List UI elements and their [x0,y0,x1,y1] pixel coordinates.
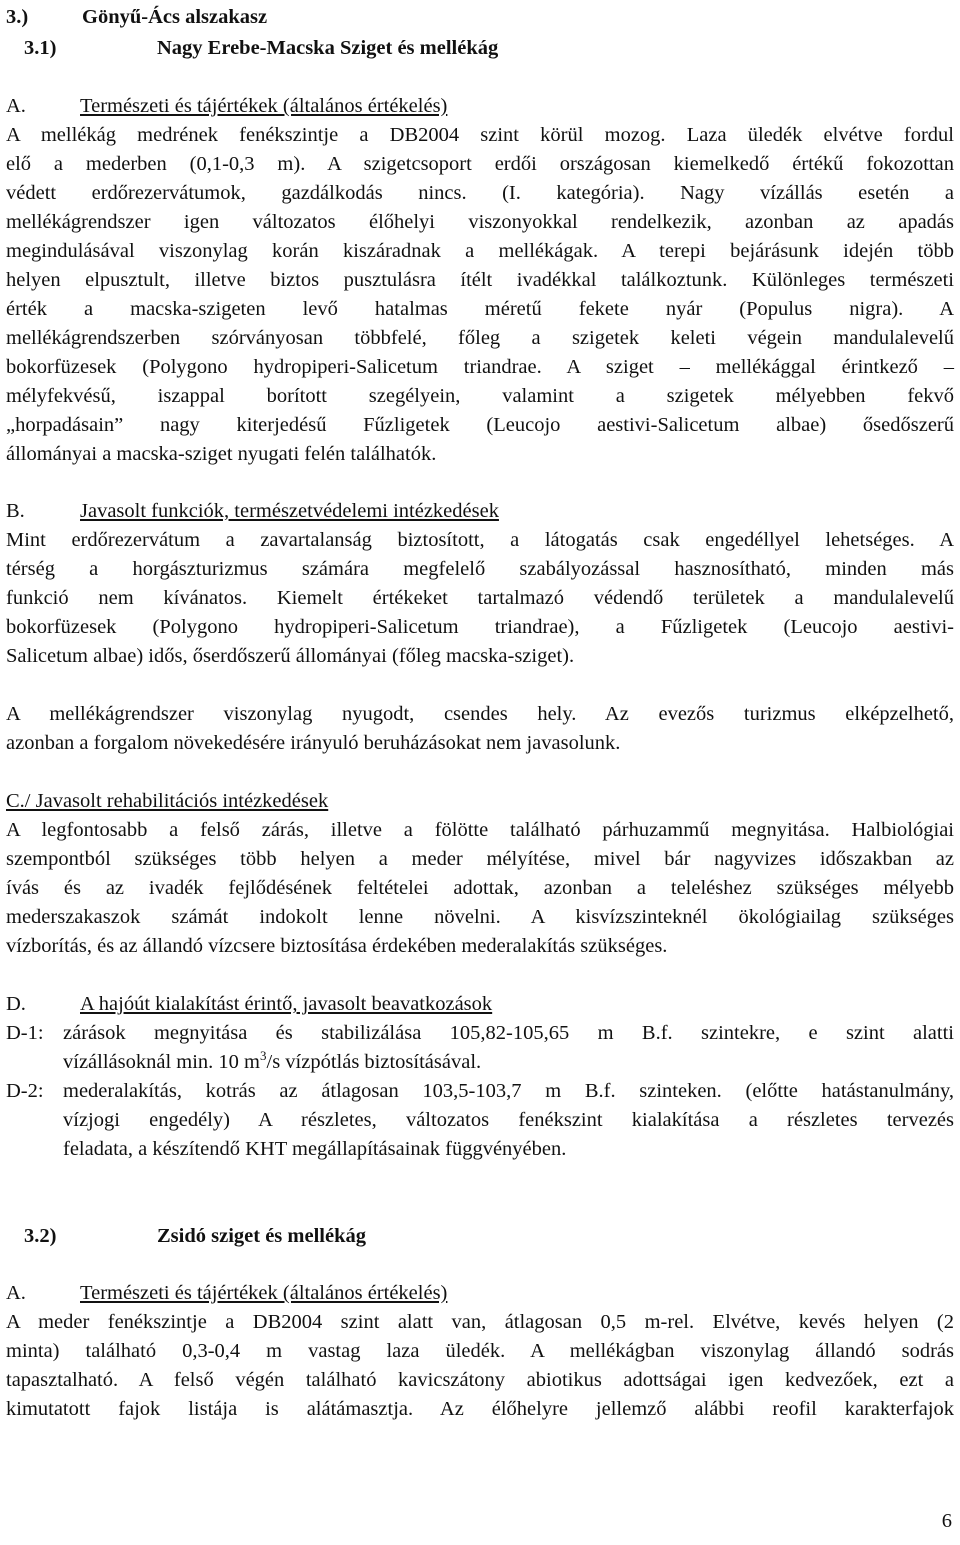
paragraph-line: funkció nem kívánatos. Kiemelt értékeket tartalmazó védendő területek a mandulalevelű [6,587,954,609]
paragraph-line: kimutatott fajok listája is alátámasztja. Az élőhelyre jellemző alábbi reofil karakterfajok [6,1398,954,1420]
paragraph-line: A legfontosabb a felső zárás, illetve a fölötte található párhuzammű megnyitása. Halbiológiai [6,819,954,841]
d2-line: vízjogi engedély) A részletes, változatos fenékszint kialakítása a részletes tervezés [63,1109,954,1131]
chapter-title: Gönyű-Ács alszakasz [82,6,268,28]
d1-line-text: /s vízpótlás biztosításával. [266,1051,482,1073]
paragraph-line: állományai a macska-sziget nyugati felén találhatók. [6,443,437,465]
d1-line [63,1048,954,1077]
d1-line: zárások megnyitása és stabilizálása 105,82-105,65 m B.f. szintekre, e szint alatti [63,1022,954,1044]
chapter-number: 3.) [6,6,29,28]
paragraph-line: bokorfüzesek (Polygono hydropiperi-Salicetum triandrae. A sziget – mellékággal érintkező – [6,356,954,378]
paragraph-line: azonban a forgalom növekedésére irányuló beruházásokat nem javasolunk. [6,732,621,754]
subsection-c-heading [6,787,954,816]
section-title: Nagy Erebe-Macska Sziget és mellékág [157,37,499,59]
subsection-b-letter: B. [6,500,25,522]
section2-number: 3.2) [24,1225,57,1247]
subsection-a-letter: A. [6,95,26,117]
d2-label: D-2: [6,1080,44,1102]
d1-line-text: vízállásoknál min. 10 m [63,1051,260,1073]
paragraph-line: érték a macska-szigeten levő hatalmas méretű fekete nyár (Populus nigra). A [6,298,954,320]
paragraph-line: védett erdőrezervátumok, gazdálkodás nincs. (I. kategória). Nagy vízállás esetén a [6,182,954,204]
d2-line: mederalakítás, kotrás az átlagosan 103,5-103,7 m B.f. szinteken. (előtte hatástanulmány, [63,1080,954,1102]
subsection-a-heading [6,92,954,121]
paragraph-line: minta) található 0,3-0,4 m vastag laza üledék. A mellékágban viszonylag állandó sodrás [6,1340,954,1362]
paragraph-line: ívás és az ivadék fejlődésének feltételei adottak, azonban a teleléshez szükséges mélyebb [6,877,954,899]
d2-line: feladata, a készítendő KHT megállapításainak függvényében. [63,1138,567,1160]
subsection-d-title: A hajóút kialakítást érintő, javasolt beavatkozások [80,993,493,1015]
subsection-b-title: Javasolt funkciók, természetvédelemi intézkedések [80,500,499,522]
subsection-b-heading [6,497,954,526]
section-number: 3.1) [24,37,57,59]
superscript: 3 [260,1048,267,1064]
paragraph-line: mellékágrendszerben szórványosan többfelé, főleg a szigetek keleti végein mandulalevelű [6,327,954,349]
paragraph-line: tapasztalható. A felső végén található kavicszátony abiotikus adottságai igen kedvezőek, ezt a [6,1369,954,1391]
paragraph-line: mellékágrendszer igen változatos élőhelyi viszonyokkal rendelkezik, azonban az apadás [6,211,954,233]
paragraph-line: mederszakaszok számát indokolt lenne növelni. A kisvízszinteknél ökológiailag szükséges [6,906,954,928]
paragraph-line: térség a horgászturizmus számára megfelelő szabályozással hasznosítható, minden más [6,558,954,580]
subsection-d-letter: D. [6,993,26,1015]
paragraph-line: helyen elpusztult, illetve biztos pusztulásra ítélt ivadékkal találkoztunk. Különleges természeti [6,269,954,291]
paragraph-line: Salicetum albae) idős, őserdőszerű állományai (főleg macska-sziget). [6,645,575,667]
paragraph-line: Mint erdőrezervátum a zavartalanság biztosított, a látogatás csak engedéllyel lehetséges. A [6,529,954,551]
paragraph-line: „horpadásain” nagy kiterjedésű Fűzligetek (Leucojo aestivi-Salicetum albae) ősedőszerű [6,414,954,436]
paragraph-line: vízborítás, és az állandó vízcsere biztosítása érdekében mederalakítás szükséges. [6,935,668,957]
paragraph-line: megindulásával viszonylag korán kiszáradnak a mellékágak. A terepi bejárásunk idején több [6,240,954,262]
subsection-d-heading [6,990,954,1019]
section-heading [24,34,960,63]
section2-a-heading [6,1279,954,1308]
paragraph-line: A meder fenékszintje a DB2004 szint alatt van, átlagosan 0,5 m-rel. Elvétve, kevés helyen (2 [6,1311,954,1333]
page-number: 6 [941,1510,952,1532]
subsection-a-title: Természeti és tájértékek (általános értékelés) [80,95,448,117]
paragraph-line: A mellékágrendszer viszonylag nyugodt, csendes hely. Az evezős turizmus elképzelhető, [6,703,954,725]
d1-label: D-1: [6,1022,44,1044]
subsection-c-title: C./ Javasolt rehabilitációs intézkedések [6,790,329,812]
paragraph-line: mélyfekvésű, iszappal borított szegélyein, valamint a szigetek mélyebben fekvő [6,385,954,407]
paragraph-line: szempontból szükséges több helyen a meder mélyítése, mivel bár nagyvizes időszakban az [6,848,954,870]
paragraph-line: elő a mederben (0,1-0,3 m). A szigetcsoport erdői országosan kiemelkedő értékű fokozottan [6,153,954,175]
section2-a-title: Természeti és tájértékek (általános értékelés) [80,1282,448,1304]
paragraph-line: bokorfüzesek (Polygono hydropiperi-Salicetum triandrae), a Fűzligetek (Leucojo aestivi- [6,616,954,638]
section2-heading [24,1222,960,1251]
section2-title: Zsidó sziget és mellékág [157,1225,366,1247]
section2-a-letter: A. [6,1282,26,1304]
paragraph-line: A mellékág medrének fenékszintje a DB2004 szint körül mozog. Laza üledék elvétve fordul [6,124,954,146]
chapter-heading [6,3,954,32]
